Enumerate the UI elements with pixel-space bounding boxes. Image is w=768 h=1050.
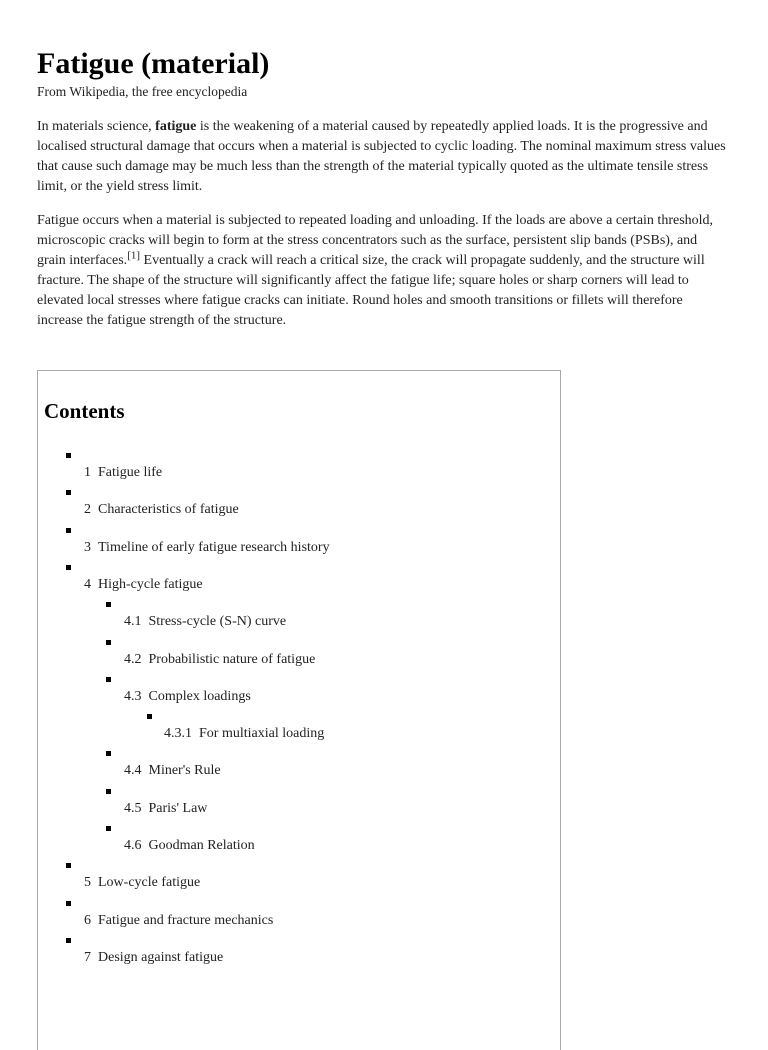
list-bullet: [66, 453, 71, 458]
toc-number: 5: [84, 875, 91, 891]
list-bullet: [106, 751, 111, 756]
list-bullet: [66, 938, 71, 943]
second-paragraph: [37, 211, 729, 331]
toc-entry: [38, 789, 518, 826]
toc-label: Probabilistic nature of fatigue: [148, 651, 316, 667]
toc-entry: [38, 677, 518, 714]
toc-entry: [38, 751, 518, 788]
toc-link[interactable]: [124, 799, 207, 819]
toc-number: 4.3.1: [164, 726, 192, 742]
intro-paragraph: [37, 117, 729, 197]
list-bullet: [66, 901, 71, 906]
toc-entry: [38, 901, 518, 938]
toc-entry: [38, 602, 518, 639]
toc-entry: [38, 714, 518, 751]
table-of-contents: [37, 370, 561, 1050]
list-bullet: [106, 789, 111, 794]
list-bullet: [66, 863, 71, 868]
toc-link[interactable]: [124, 612, 286, 632]
second-text-end: Eventually a crack will reach a critical size, the crack will propagate suddenly, and the structure will fracture. The shape of the structure will significantly affect the fatigue life; square holes or sharp corners will lead to elevated local stresses where fatigue cracks can initiate. Round holes and smooth transitions or fillets will therefore increase the fatigue strength of the structure.: [37, 253, 705, 328]
toc-entry: [38, 863, 518, 900]
toc-link[interactable]: [84, 463, 162, 483]
reference-link[interactable]: [1]: [127, 249, 141, 262]
toc-label: For multiaxial loading: [199, 726, 325, 742]
toc-label: Miner's Rule: [148, 763, 221, 779]
toc-link[interactable]: [124, 761, 221, 781]
toc-number: 4.3: [124, 688, 142, 704]
toc-entry: [38, 453, 518, 490]
toc-link[interactable]: [84, 575, 203, 595]
toc-link[interactable]: [124, 687, 251, 707]
second-text-start: Fatigue occurs when a material is subjected to repeated loading and unloading. If the loads are above a certain threshold, microscopic cracks will begin to form at the stress concentrators such as the surface, persistent slip bands (PSBs), and grain interfaces.: [37, 213, 714, 268]
toc-number: 4.1: [124, 614, 142, 630]
toc-entry: [38, 826, 518, 863]
toc-link[interactable]: [164, 724, 324, 744]
list-bullet: [66, 528, 71, 533]
toc-entry: [38, 640, 518, 677]
toc-entry: [38, 565, 518, 602]
list-bullet: [106, 677, 111, 682]
list-bullet: [147, 714, 152, 719]
toc-number: 4.4: [124, 763, 142, 779]
article: [37, 0, 737, 965]
toc-link[interactable]: [124, 836, 255, 856]
list-bullet: [106, 640, 111, 645]
toc-number: 4: [84, 576, 91, 592]
toc-link[interactable]: [84, 873, 200, 893]
toc-label: Fatigue and fracture mechanics: [98, 912, 274, 928]
toc-link[interactable]: [84, 911, 273, 931]
toc-label: Complex loadings: [148, 688, 251, 704]
toc-number: 6: [84, 912, 91, 928]
intro-text-end: is the weakening of a material caused by repeatedly applied loads. It is the progressive and localised structural damage that occurs when a material is subjected to cyclic loading. The nominal maximum stress values that cause such damage may be much less than the strength of the material typically quoted as the ultimate tensile stress limit, or the yield stress limit.: [37, 119, 726, 194]
toc-label: High-cycle fatigue: [98, 576, 203, 592]
list-bullet: [66, 565, 71, 570]
toc-title: Contents: [44, 399, 125, 423]
toc-number: 4.5: [124, 800, 142, 816]
toc-label: Stress-cycle (S-N) curve: [148, 614, 287, 630]
toc-number: 1: [84, 465, 91, 480]
toc-label: Design against fatigue: [98, 949, 224, 965]
toc-label: Fatigue life: [98, 465, 163, 480]
page-title: Fatigue (material): [37, 47, 270, 80]
toc-label: Goodman Relation: [148, 838, 255, 853]
intro-bold-term: fatigue: [155, 119, 197, 134]
list-bullet: [66, 490, 71, 495]
toc-number: 4.6: [124, 838, 142, 853]
toc-number: 3: [84, 539, 91, 555]
toc-label: Low-cycle fatigue: [98, 875, 201, 891]
toc-number: 7: [84, 949, 91, 965]
list-bullet: [106, 602, 111, 607]
toc-label: Characteristics of fatigue: [98, 502, 239, 518]
toc-link[interactable]: [84, 500, 239, 520]
toc-link[interactable]: [84, 538, 330, 558]
toc-entry: [38, 490, 518, 527]
toc-entry: [38, 938, 518, 975]
toc-number: 2: [84, 502, 91, 518]
toc-label: Timeline of early fatigue research history: [98, 539, 330, 555]
toc-entry: [38, 528, 518, 565]
toc-label: Paris' Law: [148, 800, 208, 816]
toc-link[interactable]: [124, 650, 315, 670]
site-tagline: From Wikipedia, the free encyclopedia: [37, 84, 248, 99]
toc-number: 4.2: [124, 651, 142, 667]
intro-text-start: In materials science,: [37, 119, 156, 134]
toc-link[interactable]: [84, 948, 223, 968]
list-bullet: [106, 826, 111, 831]
